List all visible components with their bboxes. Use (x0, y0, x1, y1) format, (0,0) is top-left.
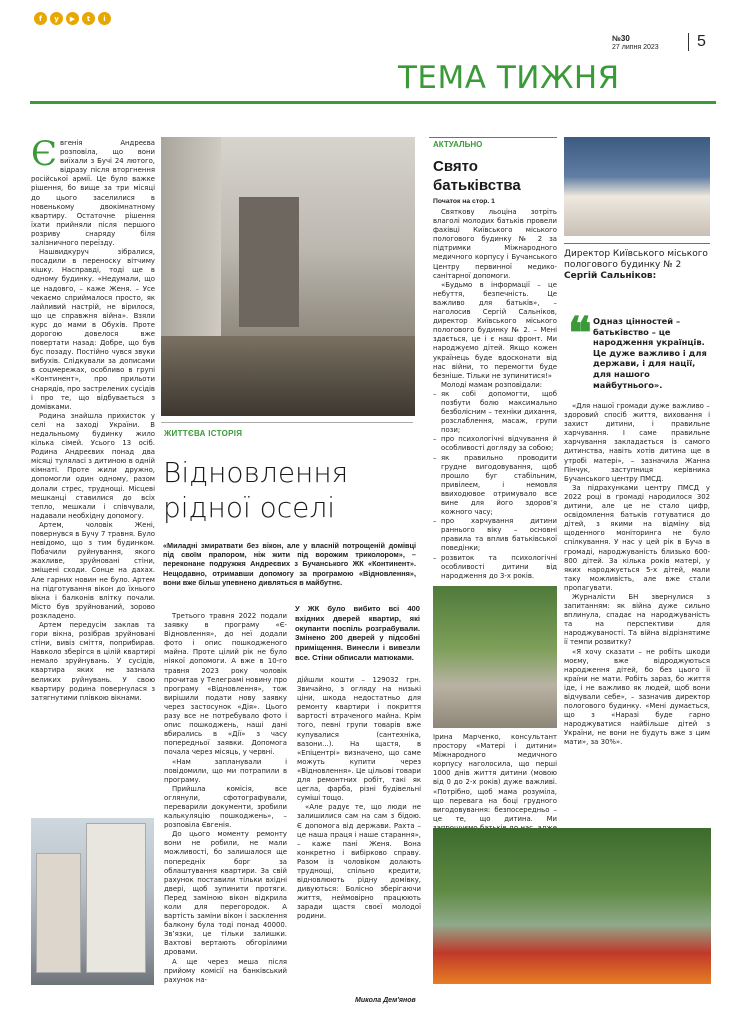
instagram-icon[interactable]: i (98, 12, 111, 25)
main-article-col1: Євгенія Андреєва розповіла, що вони виїхали з Бучі 24 лютого, відразу після вторгнення російської армії. Це було важке рішення, бо вище за три місяці до цього заселилися в новенькому двокімнатному квартиру. Остаточне рішення їхати прийняли після першого розриву снаряду біля залізничного переїзду. Нашвидкуруч зібралися, посадили в переноску вітчиму кішку. Насправді, тоді ще в одному будинку. «Недумали, що це надовго, – каже Женя. – Усе чекаємо сприймалося просто, як лайливий настрій, не вірилося, що це справжня війна». Взяли курс до мами в Обухів. Проте дорогою довелося вже повертати назад: Добре, що був бус позаду. Постійно чувся звуки вибухів. Слідкували за дописами в соцмережах, особливо в групі «Континент», про прильоти снарядів, про застрелених сусідів і про те, що відбувається з домівками. Родина знайшла прихисток у селі на заході України. В недальньому будинку жило кілька сімей. Усього 13 осіб. Родина Андреєвих понад два місяці туляласі з дитиною в одній кімнаті. Проте жили дружно, допомогли один одному, разом долали стрес, труднощі. Місцеві мешканці ставилися до всіх тепло, мешкали і співчували, надавали необхідну допомогу. Артем, чоловік Жені, повернувся в Бучу 7 травня. Було невідомо, що з тим будинком. Побачили руйнування, якого жахливе, зруйновані стіни, зміщені сходи. Сонце на дахах. Але гарних новин не було. Артем на підготування вікон до їхнього вікна і балконів влітку почали. Місто був зруйнований, зорово розкладено. Артем передусім заклав та гори вікна, розібрав зруйновані стіни, вивіз сміття, поприбирав. Навколо зберігся в цілій квартирі немало зруйнувань. У сусідів, квартира яких не зазнала великих руйнувань. У свою квартиру родина повернулася з затягнутими плівкою вікнами. (31, 134, 155, 702)
list-item: – як правильно проводити грудне вигодовування, щоб прошло буг стабільним, привілеєм, і немовля ввиходювое отримувало все вине для його здоров’я кожного часу; (433, 454, 557, 518)
aktualno-divider (429, 137, 557, 138)
article-lead: «Миладні змиратвати без вікон, але у власній потрощеній домівці під своїм прапором, ніж жити під ворожим триколором», – переконане подружжя Андреєвих з Бучанського ЖК «Континент». Нещодавно, отримавши допомогу за програмою «Відновлення», вони вже більш упевнено дивляться в майбутнє. (163, 541, 416, 587)
rubric-aktualno: АКТУАЛЬНО (433, 140, 483, 149)
list-item: – про харчування дитини раннього віку – основні правила та вплив батьківської поведінки; (433, 517, 557, 553)
director-caption: Директор Київського міського пологового будинку № 2 Сергій Сальніков: (564, 243, 710, 282)
dropcap: Є (31, 134, 58, 174)
continued-note: Початок на стор. 1 (433, 198, 495, 205)
telegram-icon[interactable]: t (82, 12, 95, 25)
side-headline: Свято батьківства (433, 158, 521, 194)
tips-list (433, 390, 557, 581)
list-item: – розвиток та психологічні особливості дитини від народження до 3-х років. (433, 554, 557, 581)
issue-info (612, 35, 659, 52)
park-event-photo (433, 828, 711, 984)
quote-icon: ❝ (568, 308, 592, 359)
author-name: Микола Дем'янов (355, 997, 416, 1004)
list-item: – про психологічні відчування й особливості догляду за собою; (433, 435, 557, 453)
facebook-icon[interactable]: f (34, 12, 47, 25)
event-people-photo (564, 137, 710, 236)
list-item: – як собі допомогти, щоб позбути болю максимально безболісним – техніки дихання, розслаблення, масаж, групи пози; (433, 390, 557, 435)
rubric-divider (161, 422, 413, 423)
building-photo (31, 818, 154, 985)
main-article-col3: дійшли кошти – 129032 грн. Звичайно, з огляду на низькі ціни, шкода недостатньо для ремонту квартири і покриття вартості втраченого майна. Крім того, певні групи товарів вже купувалися (сантехніка, вазони...). На щастя, в «Епіцентрі» визначено, що саме можуть купити через «Відновлення». Це цільові товари для ремонтних робіт, такі як цегла, фарба, різні будівельні суміші тощо. «Але радує те, що люди не залишилися сам на сам з бідою. Є допомога від держави. Рахта – це наша праця і наше старання», – каже пані Женя. Вона конкретно і вибірково справу. Разом із чоловіком долають труднощі, спільно кредити, відновлюють рідну домівку, дивуються: Болісно зберігаючи життя, неймовірно працюють заради щастя своєї молодої родини. (297, 676, 421, 921)
page-number: 5 (688, 33, 706, 51)
social-icons (34, 12, 111, 25)
article-headline: Відновлення рідної оселі (163, 456, 349, 524)
side-article-col1: Святкову льоціна зотріть влаголі молодих батьків провели фахівці Київського міського пологового будинку № 2 за підтримки Міжнародного медичного корпусу і Бучанського Центру первинної медико-санітарної допомоги. «Будьмо в інформації – це небуття, безпечність. Це важливо для батьків», – наголосив Сергій Сальніков, директор Київського міського пологового будинку № 2. – Мені здається, це і є наш фронт. Ми народжуємо дітей. Якщо кожен українець буде вдосконати від нас війни, то перемогти буде безніше. Тільки не зупинитися!» Молоді мамам розповідали: – як собі допомогти, щоб позбути болю максимально безболісним – техніки дихання, розслаблення, масаж, групи пози; – про психологічні відчування й особливості догляду за собою; – як правильно проводити грудне вигодовування, щоб прошло буг стабільним, привілеєм, і немовля ввиходювое отримувало все вине для його здоров’я кожного часу; – про харчування дитини раннього віку – основні правила та вплив батьківської поведінки; – розвиток та психологічні особливості дитини від народження до 3-х років. (433, 208, 557, 581)
play-icon[interactable]: ▶ (66, 12, 79, 25)
side-article-col2: «Для нашої громади дуже важливо – здоровий спосіб життя, виховання і захист дитини, і правильне харчування. І саме правильне харчування закладається із самого дитинства, навіть хотів дитина ще в утробі матері», – зазначила Жанна Пінчук, заступниця керівника Бучанського центру ПМСД. За підрахунками центру ПМСД у 2022 році в громаді народилося 302 дитини, але це не стало цифр, освідомлення батьків готуватися до дітей, з якими на відміну від щоденного моніторинга не було спілкування. У нас у цей рік в Буча в громаді, народжуваність близько 600-800 дітей. За кілька років матері, у яких народжується 5-х дітей, мали таку можливість, але вже стали пропагувати. Журналісти БН звернулися з запитанням: як війна дуже сильно вплинула, спадає на народжуваність та на перспективи для народжуваності. Та війна відрізнятиме її темпи розвитку? «Я хочу сказати – не робіть шкоди моєму, вже відроджуються народження дітей, бо без цього її країни не мати. Робіть зараз, бо життя іде, і не важливо як людей, щоб вони відчували себе», – зазначив директор пологового будинку. «Мені думається, що з «Наразі буде гарно народжуватися найбільше дітей з України, не вони не будуть вже з цим мати», за 30%». (564, 402, 710, 747)
section-title: ТЕМА ТИЖНЯ (398, 60, 620, 96)
mother-stroller-photo (433, 586, 557, 728)
header-divider (30, 101, 716, 104)
damaged-apartment-photo (161, 137, 415, 416)
sidebar-fact: У ЖК було вибито всі 400 вхідних дверей квартир, які окупанти поспіль розграбували. Змінено 200 дверей у підсобні приміщення. Винесли і вивезли все. Стіни обписали матюками. (295, 604, 420, 662)
photo-caption: Ірина Марченко, консультант простору «Матері і дитини» Міжнародного медичного корпусу наголосила, що перші 1000 днів життя дитини (мовою від 0 до 2-х років) дуже важливі. «Потрібно, щоб мама розуміла, що перевага на боці грудного вигодовування: безпосередньо – це те, що дитина. Ми (433, 733, 557, 823)
issue-date: 27 липня 2023 (612, 44, 659, 51)
main-article-col2: Третього травня 2022 подали заявку в програму «Є-Відновлення», до неї додали фото і опис пошкодженого майна. Проте цілий рік не було ніякої допомоги. А вже в 10-го травня 2023 року чоловік прочитав у Телеграмі новину про програму «Відновлення», тож вирішили подати нову заявку через застосунок «Дія». Цього разу все не потребувало фото і опис пошкоджень, наші дані вбирались в «Дії» з часу попередньої заявки. Допомога почала через місяць, у червні. «Нам запланували і повідомили, що ми потрапили в програму. Прийшла комісія, все оглянули, сфотографували, переварили документи, зробили калькуляцію пошкоджень», – розповіла Євгенія. До цього моменту ремонту вони не робили, не мали можливості, бо залишалося ще попередніх борг за облаштування квартири. За свій рахунок поставили тільки вхідні двері, щоб зупинити протяги. Перед заміною вікон відкрила коли для перегородок. А вартість заміни вікон і засклення балкону була тоді понад 40000. Зв’язки, це тільки залишки. Вахтові вертають обгорілими дровами. А ще через меша після прийому комісії на банківський рахунок на- (164, 612, 287, 984)
issue-number: №30 (612, 34, 630, 43)
director-quote: Одназ цінностей – батьківство – це народження українців. Це дуже важливо і для держави, і для нації, для нашого майбутнього». (593, 316, 707, 390)
rubric-label: ЖИТТЄВА ІСТОРІЯ (164, 429, 243, 438)
youtube-icon[interactable]: y (50, 12, 63, 25)
